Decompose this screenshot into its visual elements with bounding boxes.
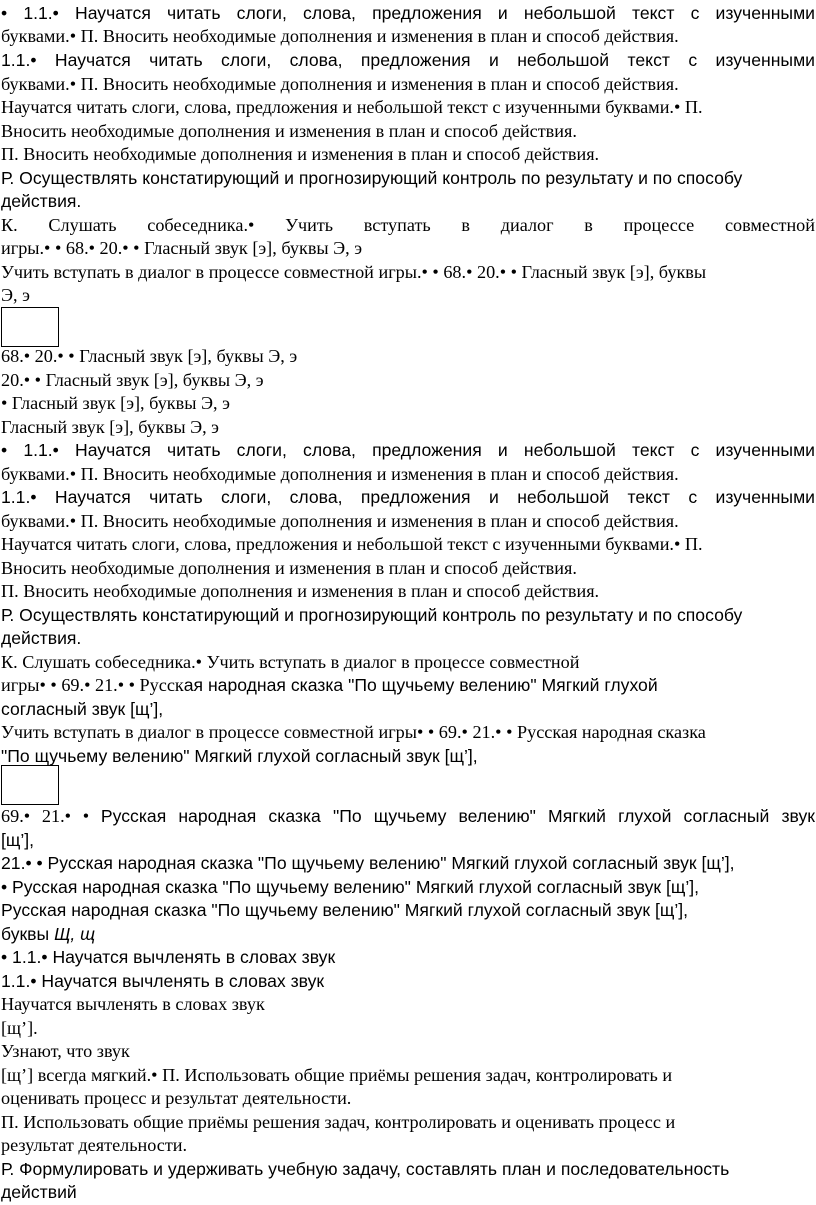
text-line: оценивать процесс и результат деятельности. (1, 1088, 352, 1108)
text-line: буквами.• П. Вносить необходимые дополнения и изменения в план и способ действия. (1, 464, 679, 484)
text-line: Учить вступать в диалог в процессе совместной игры.• • 68.• 20.• • Гласный звук [э], буквы (1, 262, 707, 282)
text-line: • 1.1.• Научатся читать слоги, слова, предложения и небольшой текст с изученными (1, 3, 815, 23)
text-line: Р. Формулировать и удерживать учебную задачу, составлять план и последовательность (1, 1159, 730, 1179)
text-line: согласный звук [щ’], (1, 699, 164, 719)
text-line: буквы Щ, щ (1, 924, 96, 944)
text-line: Э, э (1, 285, 30, 305)
text-line: Р. Осуществлять констатирующий и прогнозирующий контроль по результату и по способу (1, 605, 743, 625)
text-line: буквами.• П. Вносить необходимые дополнения и изменения в план и способ действия. (1, 74, 679, 94)
text-line: П. Вносить необходимые дополнения и изменения в план и способ действия. (1, 581, 600, 601)
text-line: действия. (1, 628, 82, 648)
text-line: К. Слушать собеседника.• Учить вступать в диалог в процессе совместной (1, 652, 580, 672)
text-line: 1.1.• Научатся читать слоги, слова, предложения и небольшой текст с изученными (1, 50, 815, 70)
text-line: [щ’]. (1, 1018, 38, 1038)
text-line: 68.• 20.• • Гласный звук [э], буквы Э, э (1, 346, 298, 366)
text-line: действия. (1, 191, 82, 211)
text-line: Учить вступать в диалог в процессе совместной игры• • 69.• 21.• • Русская народная сказка (1, 722, 706, 742)
text-line: К. Слушать собеседника.• Учить вступать в диалог в процессе совместной (1, 215, 815, 235)
text-line: 69.• 21.• • Русская народная сказка "По щучьему велению" Мягкий глухой согласный звук (1, 806, 815, 826)
text-line: Вносить необходимые дополнения и изменения в план и способ действия. (1, 558, 577, 578)
text-line: • 1.1.• Научатся вычленять в словах звук (1, 947, 336, 967)
text-line: буквами.• П. Вносить необходимые дополнения и изменения в план и способ действия. (1, 511, 679, 531)
text-line: Научатся читать слоги, слова, предложения и небольшой текст с изученными буквами.• П. (1, 97, 703, 117)
text-line: "По щучьему велению" Мягкий глухой согласный звук [щ’], (1, 746, 478, 766)
empty-table-cell (1, 307, 59, 347)
text-line: [щ’], (1, 830, 35, 850)
text-line: П. Использовать общие приёмы решения задач, контролировать и оценивать процесс и (1, 1112, 676, 1132)
text-line: Научатся читать слоги, слова, предложения и небольшой текст с изученными буквами.• П. (1, 534, 703, 554)
text-line: 20.• • Гласный звук [э], буквы Э, э (1, 370, 264, 390)
text-line: Научатся вычленять в словах звук (1, 994, 265, 1014)
text-line: 1.1.• Научатся вычленять в словах звук (1, 971, 325, 991)
text-line: действий (1, 1182, 77, 1202)
text-line: 21.• • Русская народная сказка "По щучьему велению" Мягкий глухой согласный звук [щ’], (1, 853, 735, 873)
text-line: • 1.1.• Научатся читать слоги, слова, предложения и небольшой текст с изученными (1, 440, 815, 460)
text-line: Вносить необходимые дополнения и изменения в план и способ действия. (1, 121, 577, 141)
text-line: Р. Осуществлять констатирующий и прогнозирующий контроль по результату и по способу (1, 168, 743, 188)
text-line: Русская народная сказка "По щучьему велению" Мягкий глухой согласный звук [щ’], (1, 900, 688, 920)
text-line: Гласный звук [э], буквы Э, э (1, 417, 219, 437)
text-line: игры.• • 68.• 20.• • Гласный звук [э], буквы Э, э (1, 238, 363, 258)
empty-table-cell (1, 765, 59, 805)
text-line: игры• • 69.• 21.• • Русская народная сказка "По щучьему велению" Мягкий глухой (1, 675, 658, 695)
text-line: буквами.• П. Вносить необходимые дополнения и изменения в план и способ действия. (1, 26, 679, 46)
text-line: 1.1.• Научатся читать слоги, слова, предложения и небольшой текст с изученными (1, 487, 815, 507)
text-line: П. Вносить необходимые дополнения и изменения в план и способ действия. (1, 144, 600, 164)
text-line: • Гласный звук [э], буквы Э, э (1, 393, 230, 413)
text-line: результат деятельности. (1, 1135, 188, 1155)
text-line: • Русская народная сказка "По щучьему велению" Мягкий глухой согласный звук [щ’], (1, 877, 700, 897)
text-line: [щ’] всегда мягкий.• П. Использовать общие приёмы решения задач, контролировать и (1, 1065, 673, 1085)
text-line: Узнают, что звук (1, 1041, 130, 1061)
